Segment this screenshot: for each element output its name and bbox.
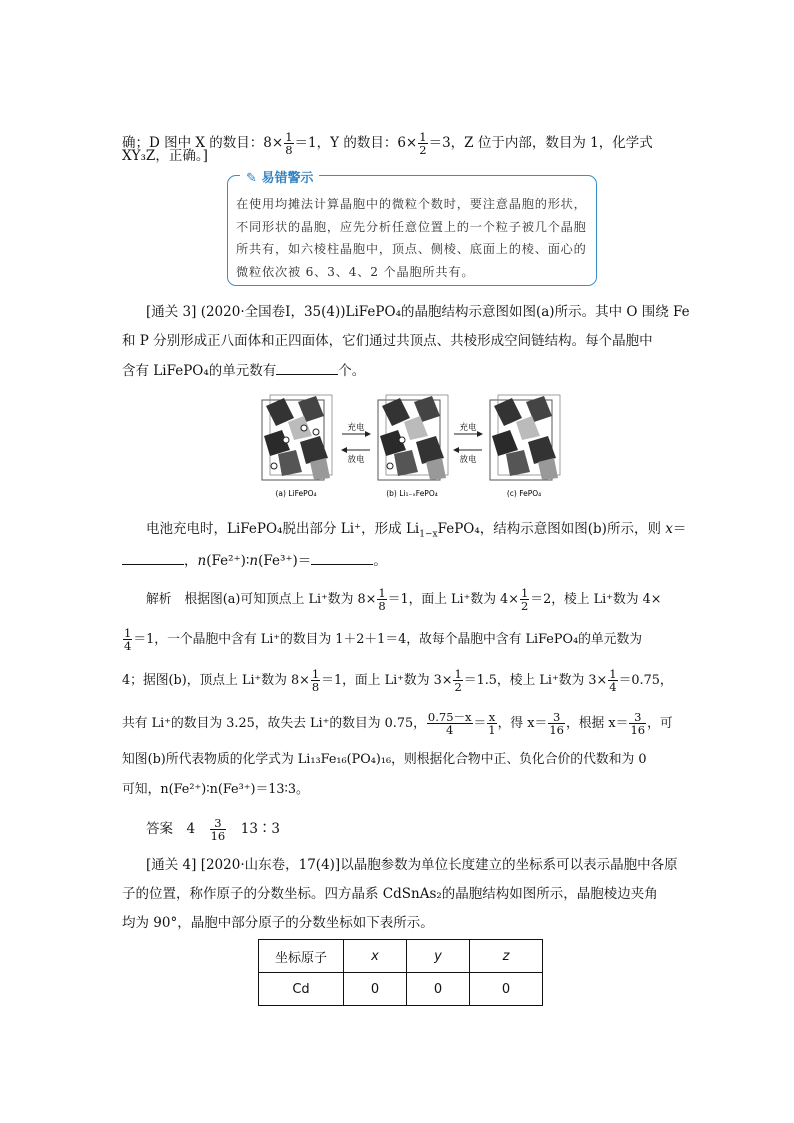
- solution-line5: 知图(b)所代表物质的化学式为 Li₁₃Fe₁₆(PO₄)₁₆，则根据化合物中正、负化合价的代数和为 0: [122, 752, 647, 767]
- table-header: x: [344, 940, 407, 973]
- solution-line4: 共有 Li⁺的数目为 3.25，故失去 Li⁺的数目为 0.75， $\frac{0.75-x}{4}$ ＝ $\frac{x}{1}$ ，得 x＝ $\frac{3}{16}$ ，根据 x＝ $\frac{3}{16}$ ，可: [122, 710, 673, 738]
- table-header: y: [407, 940, 470, 973]
- warning-text: 在使用均摊法计算晶胞中的微粒个数时，要注意晶胞的形状，不同形状的晶胞，应先分析任意位置上的一个粒子被几个晶胞所共有，如六棱柱晶胞中，顶点、侧棱、底面上的棱、面心的微粒依次被 6、3、4、2 个晶胞所共有。: [236, 197, 587, 279]
- crystal-cell-a: [262, 395, 332, 480]
- table-cell: 0: [407, 973, 470, 1006]
- q3b-line2: ，n(Fe²⁺)∶n(Fe³⁺)＝ 。: [122, 551, 387, 571]
- para-top-line1: 确；D 图中 X 的数目：8× $\frac{1}{8}$ ＝1，Y 的数目：6× $\frac{1}{2}$ ＝3，Z 位于内部，数目为 1，化学式: [122, 130, 653, 158]
- arrow-label: 充电: [347, 423, 365, 433]
- table-header: z: [470, 940, 543, 973]
- coordinate-table: [258, 939, 543, 1006]
- arrow-label: 放电: [347, 455, 365, 465]
- crystal-cell-c: [490, 395, 560, 480]
- q3-line1: [通关 3] (2020·全国卷Ⅰ，35(4))LiFePO₄的晶胞结构示意图如图(a)所示。其中 O 围绕 Fe: [146, 304, 690, 320]
- caption-b: (b) Li₁₋ₓFePO₄: [386, 489, 438, 498]
- solution-line1: 解析 根据图(a)可知顶点上 Li⁺数为 8× $\frac{1}{8}$ ＝1，面上 Li⁺数为 4× $\frac{1}{2}$ ＝2，棱上 Li⁺数为 4×: [146, 586, 662, 614]
- pencil-icon: ✎: [246, 171, 257, 186]
- q4-line1: [通关 4] [2020·山东卷，17(4)]以晶胞参数为单位长度建立的坐标系可以表示晶胞中各原: [146, 857, 678, 873]
- answer-blank: [122, 552, 184, 565]
- warning-title: ✎ 易错警示: [240, 167, 319, 186]
- q3-line3: 含有 LiFePO₄的单元数有 个。: [122, 363, 366, 379]
- q3b-line1: 电池充电时，LiFePO₄脱出部分 Li⁺，形成 $Li_{1-x}FePO_4$，结构示意图如图(b)所示，则 x＝: [146, 521, 687, 540]
- para-top-line2: XY₃Z，正确。]: [122, 148, 208, 164]
- solution-line6: 可知，n(Fe²⁺)∶n(Fe³⁺)＝13∶3。: [122, 782, 309, 797]
- q4-line2: 子的位置，称作原子的分数坐标。四方晶系 CdSnAs₂的晶胞结构如图所示，晶胞棱边夹角: [122, 886, 658, 902]
- table-header: 坐标原子: [259, 940, 344, 973]
- arrow-label: 充电: [459, 423, 477, 433]
- caption-c: (c) FePO₄: [506, 489, 542, 498]
- fraction: $\frac{1}{2}$: [419, 130, 427, 158]
- q3-line2: 和 P 分别形成正八面体和正四面体，它们通过共顶点、共棱形成空间链结构。每个晶胞中: [122, 333, 653, 349]
- answer-blank: [276, 362, 338, 375]
- crystal-cell-b: [378, 395, 448, 480]
- solution-line2: $\frac{1}{4}$ ＝1，一个晶胞中含有 Li⁺的数目为 1＋2＋1＝4，故每个晶胞中含有 LiFePO₄的单元数为: [124, 626, 643, 654]
- caption-a: (a) LiFePO₄: [275, 489, 317, 498]
- table-cell: 0: [344, 973, 407, 1006]
- table-header-row: [259, 940, 543, 973]
- arrow-label: 放电: [459, 455, 477, 465]
- q4-line3: 均为 90°，晶胞中部分原子的分数坐标如下表所示。: [122, 915, 434, 931]
- solution-line3: 4；据图(b)，顶点上 Li⁺数为 8× $\frac{1}{8}$ ＝1，面上 Li⁺数为 3× $\frac{1}{2}$ ＝1.5，棱上 Li⁺数为 3× $\frac{1}{4}$ ＝0.75，: [122, 667, 673, 695]
- table-row: [259, 973, 543, 1006]
- answer-line: 答案 4 $\frac{3}{16}$ 13∶3: [146, 816, 281, 844]
- fraction: $\frac{1}{8}$: [285, 130, 293, 158]
- table-cell: Cd: [259, 973, 344, 1006]
- crystal-figure: [258, 392, 574, 504]
- table-cell: 0: [470, 973, 543, 1006]
- answer-blank: [311, 552, 373, 565]
